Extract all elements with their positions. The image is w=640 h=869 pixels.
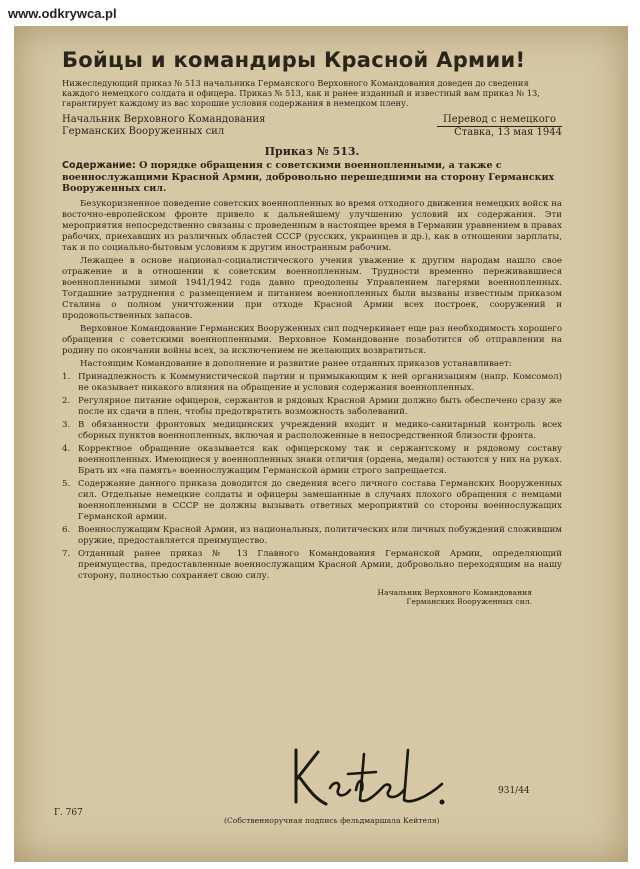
point-text: Корректное обращение оказывается как офицерскому так и сержантскому и рядовому составу военнопленных. Имеющиеся у военнопленных знаки отличия (ордена, медали) остаются у них на руках. Брать их «на память» военнослужащим Германской армии строго запрещается. <box>78 443 562 476</box>
point-number: 3. <box>62 419 71 430</box>
point-number: 4. <box>62 443 71 454</box>
signatory <box>62 588 532 607</box>
issuer-line-1: Начальник Верховного Командования <box>62 114 266 125</box>
point-text: Регулярное питание офицеров, сержантов и рядовых Красной Армии должно быть обеспечено сразу же после их сдачи в плен, чтобы предотвратить возможность заболеваний. <box>78 395 562 417</box>
order-point <box>62 372 562 394</box>
translation-label: Перевод с немецкого <box>437 114 562 127</box>
paragraph: Безукоризненное поведение советских военнопленных во время отходного движения немецких войск на восточно-европейском фронте привело к дальнейшему улучшению условий их содержания. Эти мероприятия непосредственно связаны с проведенным в настоящее время в Германии уравнением в правах рабочих, приехавших из различных областей СССР (русских, украинцев и др.), как в отношении зарплаты, так и по социально-бытовым условиям к другим иностранным рабочим. <box>62 198 562 253</box>
signature-caption: (Собственноручная подпись фельдмаршала Кейтеля) <box>224 816 440 825</box>
order-subject <box>62 160 562 195</box>
leaflet-sheet <box>14 26 628 862</box>
paragraph: Верховное Командование Германских Вооруженных сил подчеркивает еще раз необходимость хорошего обращения с советскими военнопленными. Верховное Командование позаботится об отправлении на родину по окончании войны всех, за исключением не желающих возвратиться. <box>62 323 562 356</box>
subject-text: О порядке обращения с советскими военнопленными, а также с военнослужащими Красной Армии, добровольно перешедшими на сторону Германских Вооруженных сил. <box>62 160 555 194</box>
order-point <box>62 420 562 442</box>
point-text: Военнослужащим Красной Армии, из национальных, политических или личных побуждений сложившим оружие, предоставляется преимущество. <box>78 524 562 546</box>
translation-note <box>437 114 562 139</box>
leaflet-code: Г. 767 <box>54 808 83 818</box>
headline: Бойцы и командиры Красной Армии! <box>62 48 526 72</box>
signatory-line-1: Начальник Верховного Командования <box>377 587 532 597</box>
point-text: Содержание данного приказа доводится до сведения всего личного состава Германских Вооруженных сил. Отдельные немецкие солдаты и офицеры замешанные в случаях плохого обращения с немцами военнопленными в СССР не должны вызывать ответных мероприятий со стороны военнослужащих Германской армии. <box>78 478 562 522</box>
order-date: Ставка, 13 мая 1944 <box>454 127 562 138</box>
point-number: 5. <box>62 478 71 489</box>
watermark: www.odkrywca.pl <box>8 6 117 21</box>
point-number: 6. <box>62 524 71 535</box>
order-points <box>62 372 562 582</box>
order-point <box>62 444 562 477</box>
issuer <box>62 114 265 139</box>
leaflet-content <box>62 48 562 607</box>
order-point <box>62 549 562 582</box>
point-text: Отданный ранее приказ № 13 Главного Командования Германской Армии, определяющий преимущества, предоставленные военнослужащим Красной Армии, добровольно переходящим на нашу сторону, полностью сохраняет свою силу. <box>78 548 562 581</box>
order-point <box>62 396 562 418</box>
document-number: 931/44 <box>498 786 530 796</box>
subject-label: Содержание: <box>62 160 136 171</box>
point-text: Принадлежность к Коммунистической партии и примыкающим к ней организациям (напр. Комсомол) не оказывает никакого влияния на обращение и условия содержания военнопленных. <box>78 371 562 393</box>
point-number: 7. <box>62 548 71 559</box>
paragraph: Лежащее в основе национал-социалистического учения уважение к другим народам нашло свое отражение и в отношении к советским военнопленным. Трудности временно переживавшиеся военнопленными зимой 1941/1942 года давно преодолены Управлением лагерями военнопленных. Тогдашние затруднения с размещением и питанием военнопленных были вызваны известным приказом Сталина о полном уничтожении при отходе Красной Армии всех построек, сооружений и продовольственных запасов. <box>62 255 562 321</box>
point-text: В обязанности фронтовых медицинских учреждений входит и медико-санитарный контроль всех сборных пунктов военнопленных, включая и расположенные в непосредственной близости фронта. <box>78 419 562 441</box>
order-point <box>62 479 562 523</box>
handwritten-signature <box>286 744 456 814</box>
order-header <box>62 114 562 139</box>
order-number: Приказ № 513. <box>264 145 360 158</box>
point-number: 2. <box>62 395 71 406</box>
signatory-line-2: Германских Вооруженных сил. <box>406 597 532 606</box>
paragraph: Настоящим Командование в дополнение и развитие ранее отданных приказов устанавливает: <box>80 358 512 369</box>
issuer-line-2: Германских Вооруженных сил <box>62 126 225 137</box>
point-number: 1. <box>62 371 71 382</box>
order-point <box>62 525 562 547</box>
preface: Нижеследующий приказ № 513 начальника Германского Верховного Командования доведен до сведения каждого немецкого солдата и офицера. Приказ № 513, как и ранее изданный и известный вам приказ № 13, гарантирует каждому из вас хорошие условия содержания в немецком плену. <box>62 78 540 108</box>
